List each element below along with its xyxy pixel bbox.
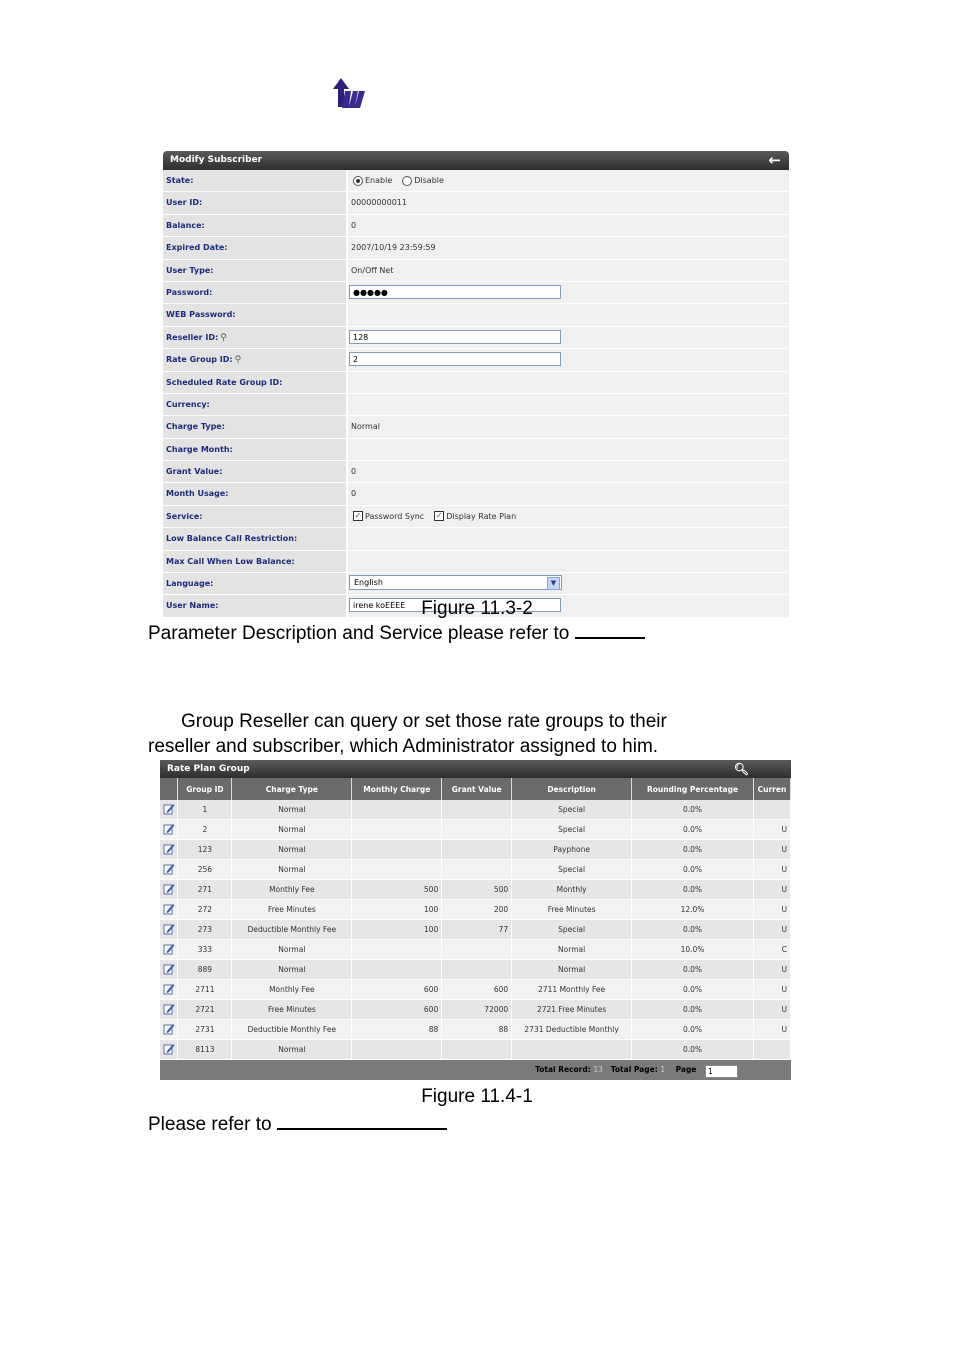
edit-cell bbox=[160, 1020, 178, 1040]
table-cell: Free Minutes bbox=[232, 1000, 352, 1020]
form-row bbox=[163, 528, 789, 550]
table-footer: Total Record: 13 Total Page: 1 Page 1 bbox=[160, 1060, 791, 1080]
edit-cell bbox=[160, 880, 178, 900]
field-label: Password: bbox=[163, 282, 348, 303]
table-cell: C bbox=[753, 940, 790, 960]
magnifier-icon[interactable]: ⚲ bbox=[234, 355, 242, 366]
field-value bbox=[348, 439, 789, 460]
edit-icon[interactable] bbox=[163, 1023, 175, 1035]
column-header[interactable]: Rounding Percentage bbox=[632, 778, 754, 800]
table-cell bbox=[442, 800, 512, 820]
field-label: Low Balance Call Restriction: bbox=[163, 528, 348, 549]
table-cell: 2711 bbox=[178, 980, 232, 1000]
field-value: 0 bbox=[348, 461, 789, 482]
table-cell: U bbox=[753, 900, 790, 920]
field-value: Normal bbox=[348, 416, 789, 437]
table-cell: 2731 Deductible Monthly bbox=[512, 1020, 632, 1040]
reference-blank-2 bbox=[277, 1128, 447, 1130]
edit-icon[interactable] bbox=[163, 863, 175, 875]
table-cell bbox=[352, 1040, 442, 1060]
column-header[interactable]: Description bbox=[512, 778, 632, 800]
edit-icon[interactable] bbox=[163, 843, 175, 855]
table-cell: Special bbox=[512, 860, 632, 880]
table-cell: 2721 bbox=[178, 1000, 232, 1020]
field-value bbox=[348, 551, 789, 572]
table-cell: Monthly Fee bbox=[232, 880, 352, 900]
table-cell: Monthly Fee bbox=[232, 980, 352, 1000]
table-cell: 2711 Monthly Fee bbox=[512, 980, 632, 1000]
field-label: Grant Value: bbox=[163, 461, 348, 482]
field-value: 0 bbox=[348, 215, 789, 236]
checkbox-display-rate-plan[interactable]: ✓ bbox=[435, 511, 443, 521]
table-cell: Special bbox=[512, 820, 632, 840]
table-cell bbox=[753, 800, 790, 820]
column-header[interactable]: Group ID bbox=[178, 778, 232, 800]
field-value bbox=[348, 349, 789, 370]
table-cell: Deductible Monthly Fee bbox=[232, 920, 352, 940]
edit-cell bbox=[160, 900, 178, 920]
table-cell: U bbox=[753, 840, 790, 860]
edit-cell bbox=[160, 820, 178, 840]
panel-title: Modify Subscriber bbox=[170, 155, 263, 165]
field-value bbox=[348, 304, 789, 325]
edit-icon[interactable] bbox=[163, 963, 175, 975]
table-cell bbox=[442, 840, 512, 860]
table-cell: 272 bbox=[178, 900, 232, 920]
edit-icon[interactable] bbox=[163, 943, 175, 955]
company-logo bbox=[331, 77, 369, 109]
field-label: Max Call When Low Balance: bbox=[163, 551, 348, 572]
form-row bbox=[163, 551, 789, 573]
magnifier-icon[interactable]: ⚲ bbox=[220, 332, 227, 343]
field-label: Charge Month: bbox=[163, 439, 348, 460]
field-label: Reseller ID: ⚲ bbox=[163, 327, 348, 348]
field-value bbox=[348, 394, 789, 415]
field-value bbox=[348, 573, 789, 594]
edit-icon[interactable] bbox=[163, 983, 175, 995]
table-cell: 600 bbox=[352, 980, 442, 1000]
table-row bbox=[160, 1000, 791, 1020]
table-cell: 271 bbox=[178, 880, 232, 900]
table-row bbox=[160, 880, 791, 900]
search-icon[interactable]: 🔍︎ bbox=[733, 762, 749, 776]
table-cell bbox=[352, 860, 442, 880]
table-cell: 500 bbox=[352, 880, 442, 900]
field-label: User ID: bbox=[163, 192, 348, 213]
paragraph-reference: Parameter Description and Service please refer to bbox=[148, 623, 645, 645]
table-cell: Normal bbox=[232, 860, 352, 880]
field-label: WEB Password: bbox=[163, 304, 348, 325]
table-cell: 0.0% bbox=[632, 960, 754, 980]
table-cell: 100 bbox=[352, 900, 442, 920]
total-page-count: 1 bbox=[660, 1065, 666, 1074]
edit-cell bbox=[160, 840, 178, 860]
table-cell: Normal bbox=[232, 940, 352, 960]
table-cell: U bbox=[753, 820, 790, 840]
paragraph-refer: Please refer to bbox=[148, 1114, 447, 1136]
edit-icon[interactable] bbox=[163, 1043, 175, 1055]
table-cell: Normal bbox=[232, 800, 352, 820]
edit-cell bbox=[160, 960, 178, 980]
column-header[interactable]: Monthly Charge bbox=[352, 778, 442, 800]
field-label: Balance: bbox=[163, 215, 348, 236]
table-cell: 0.0% bbox=[632, 840, 754, 860]
form-row bbox=[163, 372, 789, 394]
form-row bbox=[163, 349, 789, 371]
table-cell: 12.0% bbox=[632, 900, 754, 920]
table-cell: Deductible Monthly Fee bbox=[232, 1020, 352, 1040]
table-cell: 0.0% bbox=[632, 880, 754, 900]
table-cell: 10.0% bbox=[632, 940, 754, 960]
table-cell bbox=[512, 1040, 632, 1060]
table-cell: 0.0% bbox=[632, 980, 754, 1000]
table-cell: 88 bbox=[442, 1020, 512, 1040]
table-cell: Payphone bbox=[512, 840, 632, 860]
field-value: 00000000011 bbox=[348, 192, 789, 213]
table-cell: 2 bbox=[178, 820, 232, 840]
table-cell: 500 bbox=[442, 880, 512, 900]
form-row bbox=[163, 506, 789, 528]
table-row bbox=[160, 960, 791, 980]
field-value: 0 bbox=[348, 483, 789, 504]
page-number-input[interactable]: 1 bbox=[705, 1065, 738, 1078]
column-header[interactable]: Charge Type bbox=[232, 778, 352, 800]
form-row bbox=[163, 237, 789, 259]
table-cell: 0.0% bbox=[632, 820, 754, 840]
table-cell: U bbox=[753, 980, 790, 1000]
table-cell: 333 bbox=[178, 940, 232, 960]
table-cell: U bbox=[753, 880, 790, 900]
table-cell: 0.0% bbox=[632, 800, 754, 820]
form-row bbox=[163, 192, 789, 214]
table-cell: 100 bbox=[352, 920, 442, 940]
table-cell: Free Minutes bbox=[232, 900, 352, 920]
table-cell bbox=[442, 940, 512, 960]
table-row bbox=[160, 800, 791, 820]
field-value: ✓ Password Sync ✓ Display Rate Plan bbox=[348, 506, 789, 527]
table-cell: U bbox=[753, 960, 790, 980]
text-input[interactable]: ●●●●● bbox=[349, 285, 561, 299]
table-cell: U bbox=[753, 1000, 790, 1020]
table-cell bbox=[442, 960, 512, 980]
table-cell: Special bbox=[512, 800, 632, 820]
table-cell: U bbox=[753, 1020, 790, 1040]
table-cell bbox=[352, 940, 442, 960]
table-cell: Normal bbox=[512, 960, 632, 980]
panel-title-bar bbox=[163, 151, 789, 170]
table-cell: 123 bbox=[178, 840, 232, 860]
table-cell: 77 bbox=[442, 920, 512, 940]
field-label: Expired Date: bbox=[163, 237, 348, 258]
table-row bbox=[160, 1040, 791, 1060]
radio-enable[interactable] bbox=[353, 176, 363, 186]
form-row bbox=[163, 573, 789, 595]
table-row bbox=[160, 980, 791, 1000]
form-row bbox=[163, 483, 789, 505]
edit-cell bbox=[160, 1000, 178, 1020]
table-cell: 200 bbox=[442, 900, 512, 920]
language-select[interactable]: English ▼ bbox=[349, 575, 562, 590]
rate-plan-group-panel bbox=[160, 760, 791, 1083]
table-cell: 8113 bbox=[178, 1040, 232, 1060]
total-record-count: 13 bbox=[593, 1065, 603, 1074]
field-value bbox=[348, 372, 789, 393]
text-input[interactable]: 128 bbox=[349, 330, 561, 344]
form-row bbox=[163, 170, 789, 192]
form-row bbox=[163, 327, 789, 349]
table-cell: U bbox=[753, 920, 790, 940]
column-header[interactable]: Grant Value bbox=[442, 778, 512, 800]
table-cell: 2731 bbox=[178, 1020, 232, 1040]
edit-cell bbox=[160, 980, 178, 1000]
table-cell: Normal bbox=[512, 940, 632, 960]
form-row bbox=[163, 416, 789, 438]
field-label: Month Usage: bbox=[163, 483, 348, 504]
table-cell: Normal bbox=[232, 1040, 352, 1060]
table-cell bbox=[442, 1040, 512, 1060]
rate-plan-table bbox=[160, 778, 791, 1060]
chevron-down-icon[interactable]: ▼ bbox=[547, 577, 560, 590]
table-cell: Free Minutes bbox=[512, 900, 632, 920]
form-row bbox=[163, 304, 789, 326]
field-label: State: bbox=[163, 170, 348, 191]
radio-disable[interactable] bbox=[402, 176, 412, 186]
field-label: Service: bbox=[163, 506, 348, 527]
edit-cell bbox=[160, 800, 178, 820]
table-cell bbox=[442, 820, 512, 840]
field-value: Enable Disable bbox=[348, 170, 789, 191]
field-label: User Name: bbox=[163, 595, 348, 616]
table-cell: 1 bbox=[178, 800, 232, 820]
form-row bbox=[163, 215, 789, 237]
table-cell bbox=[442, 860, 512, 880]
table-cell: Monthly bbox=[512, 880, 632, 900]
field-value bbox=[348, 528, 789, 549]
table-row bbox=[160, 840, 791, 860]
field-value: On/Off Net bbox=[348, 260, 789, 281]
field-label: Scheduled Rate Group ID: bbox=[163, 372, 348, 393]
edit-icon[interactable] bbox=[163, 923, 175, 935]
edit-icon[interactable] bbox=[163, 883, 175, 895]
table-cell bbox=[352, 960, 442, 980]
rate-panel-title: Rate Plan Group bbox=[167, 764, 250, 774]
table-cell: 256 bbox=[178, 860, 232, 880]
form-row bbox=[163, 439, 789, 461]
table-cell bbox=[753, 1040, 790, 1060]
field-value bbox=[348, 327, 789, 348]
table-row bbox=[160, 1020, 791, 1040]
table-cell: 0.0% bbox=[632, 1000, 754, 1020]
edit-cell bbox=[160, 860, 178, 880]
table-row bbox=[160, 860, 791, 880]
field-label: User Type: bbox=[163, 260, 348, 281]
table-row bbox=[160, 940, 791, 960]
table-cell: Special bbox=[512, 920, 632, 940]
edit-cell bbox=[160, 940, 178, 960]
field-value bbox=[348, 282, 789, 303]
figure-caption-1: Figure 11.3-2 bbox=[421, 598, 533, 619]
edit-cell bbox=[160, 1040, 178, 1060]
reference-blank bbox=[575, 637, 645, 639]
figure-caption-2: Figure 11.4-1 bbox=[421, 1086, 533, 1107]
field-label: Language: bbox=[163, 573, 348, 594]
table-row bbox=[160, 900, 791, 920]
form-row bbox=[163, 260, 789, 282]
table-cell: 600 bbox=[442, 980, 512, 1000]
table-cell: Normal bbox=[232, 840, 352, 860]
table-cell: 88 bbox=[352, 1020, 442, 1040]
table-cell: Normal bbox=[232, 820, 352, 840]
column-header[interactable]: Curren bbox=[753, 778, 790, 800]
table-cell: 273 bbox=[178, 920, 232, 940]
table-cell bbox=[352, 800, 442, 820]
edit-icon[interactable] bbox=[163, 803, 175, 815]
table-cell bbox=[352, 820, 442, 840]
table-cell: 72000 bbox=[442, 1000, 512, 1020]
edit-cell bbox=[160, 920, 178, 940]
rate-panel-title-bar bbox=[160, 760, 791, 778]
table-row bbox=[160, 820, 791, 840]
back-arrow-icon[interactable]: ← bbox=[768, 151, 781, 169]
column-header-edit bbox=[160, 778, 178, 800]
field-label: Currency: bbox=[163, 394, 348, 415]
table-cell: 0.0% bbox=[632, 920, 754, 940]
table-cell: 0.0% bbox=[632, 860, 754, 880]
text-input[interactable]: irene koEEEE bbox=[349, 598, 561, 612]
subscriber-form bbox=[163, 170, 789, 618]
form-row bbox=[163, 282, 789, 304]
form-row bbox=[163, 461, 789, 483]
paragraph-line-1: Group Reseller can query or set those rate groups to their bbox=[181, 711, 667, 732]
text-input[interactable]: 2 bbox=[349, 352, 561, 366]
table-row bbox=[160, 920, 791, 940]
table-cell: 600 bbox=[352, 1000, 442, 1020]
field-value: 2007/10/19 23:59:59 bbox=[348, 237, 789, 258]
table-cell bbox=[352, 840, 442, 860]
checkbox-password-sync[interactable]: ✓ bbox=[354, 511, 362, 521]
table-cell: 0.0% bbox=[632, 1020, 754, 1040]
form-row bbox=[163, 394, 789, 416]
table-cell: 0.0% bbox=[632, 1040, 754, 1060]
table-cell: 889 bbox=[178, 960, 232, 980]
field-label: Rate Group ID: ⚲ bbox=[163, 349, 348, 370]
table-cell: U bbox=[753, 860, 790, 880]
edit-icon[interactable] bbox=[163, 1003, 175, 1015]
field-label: Charge Type: bbox=[163, 416, 348, 437]
edit-icon[interactable] bbox=[163, 903, 175, 915]
table-cell: 2721 Free Minutes bbox=[512, 1000, 632, 1020]
edit-icon[interactable] bbox=[163, 823, 175, 835]
table-cell: Normal bbox=[232, 960, 352, 980]
paragraph-line-2: reseller and subscriber, which Administrator assigned to him. bbox=[148, 736, 659, 757]
